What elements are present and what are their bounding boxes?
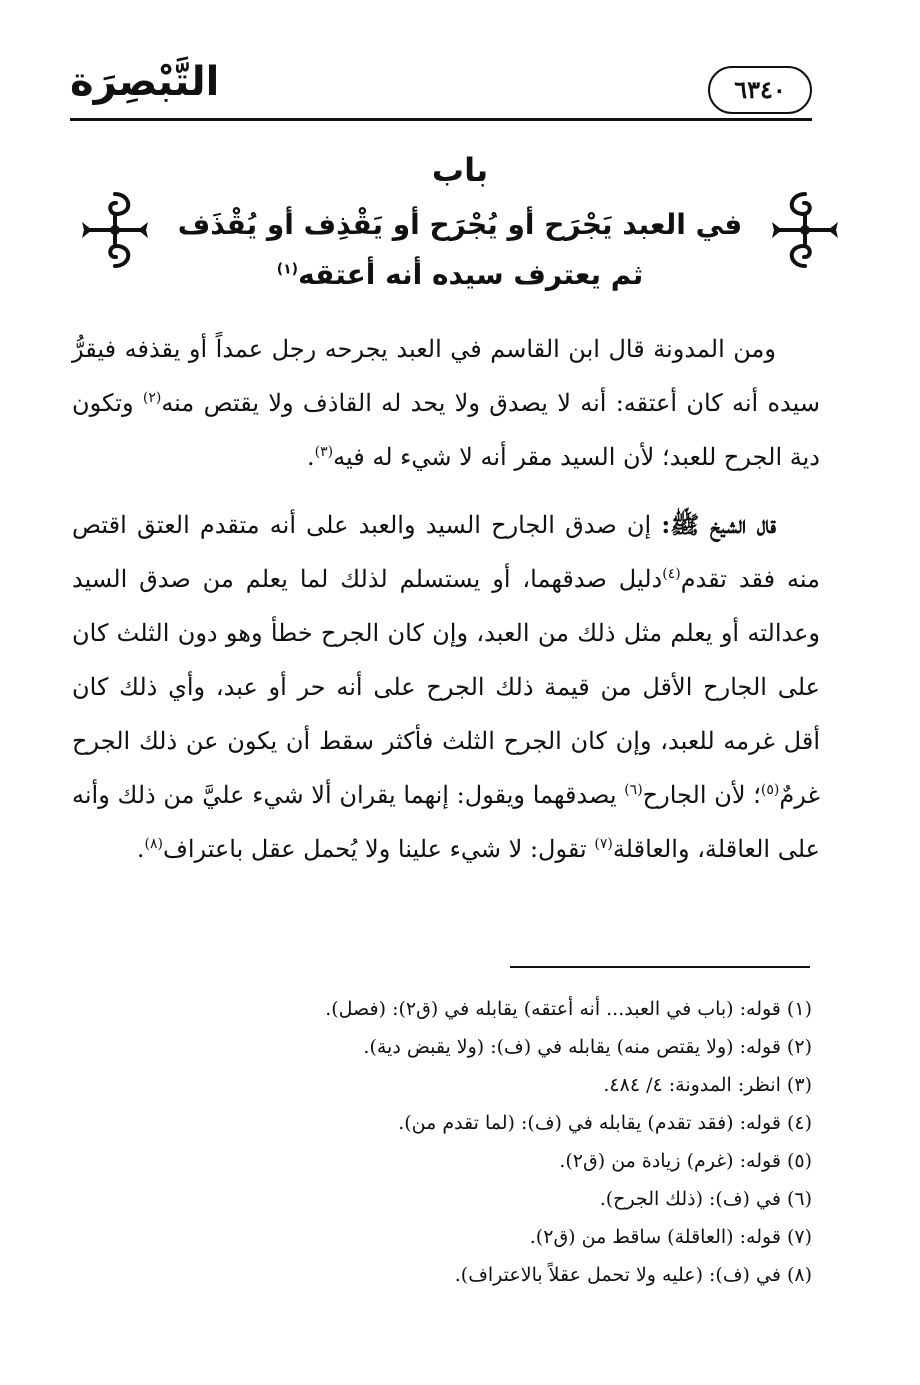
footnote-marker: (٧) [594,836,613,852]
footnote-marker: (٥) [760,782,780,798]
footnote-marker: (٢) [142,390,162,406]
speaker-label: قال الشيخ ﷺ: [661,510,777,539]
scroll-ornament-icon [78,186,152,274]
running-header [70,48,812,118]
paragraph-text: وتكون دية الجرح للعبد؛ لأن السيد مقر أنه لا شيء له فيه [72,389,820,471]
footnote-item: (٤) قوله: (فقد تقدم) يقابله في (ف): (لما تقدم من). [398,1112,812,1134]
paragraph-text: إن صدق الجارح السيد والعبد على أنه متقدم العتق اقتص منه فقد تقدم [72,511,820,593]
footnote-item: (٢) قوله: (ولا يقتص منه) يقابله في (ف): (ولا يقبض دية). [363,1036,812,1058]
footnote-item: (٨) في (ف): (عليه ولا تحمل عقلاً بالاعتراف). [454,1264,812,1286]
footnote-item: (١) قوله: (باب في العبد... أنه أعتقه) يقابله في (ق٢): (فصل). [325,998,812,1020]
footnote-marker: (٣) [314,444,334,460]
body-text [72,322,820,890]
paragraph-text: . [136,835,145,863]
footnote-item: (٣) انظر: المدونة: ٤/ ٤٨٤. [603,1074,812,1096]
paragraph-text: . [307,443,315,471]
chapter-title [150,200,770,300]
paragraph-text: دليل صدقهما، أو يستسلم لذلك لما يعلم من صدق السيد وعدالته أو يعلم مثل ذلك من العبد، وإن كان الجرح خطأ وهو دون الثلث كان على الجارح الأقل من قيمة ذلك الجرح على أنه حر أو عبد، وأي ذلك كان أقل غرمه للعبد، وإن كان الجرح الثلث فأكثر سقط أن يكون عن ذلك الجرح غرمٌ [72,565,820,809]
paragraph [72,498,820,876]
chapter-title-line: في العبد يَجْرَح أو يُجْرَح أو يَقْذِف أو يُقْذَف [177,208,743,241]
paragraph-text: ؛ لأن الجارح [642,781,761,809]
page-number: ٦٣٤٠ [708,66,812,114]
book-title: التَّبْصِرَة [70,59,220,105]
footnotes [72,990,812,1294]
footnote-marker: (١) [276,261,299,278]
chapter-title-line [150,250,770,300]
paragraph [72,322,820,484]
footnote-separator [510,966,810,968]
paragraph-text: تقول: لا شيء علينا ولا يُحمل عقل باعتراف [162,835,595,863]
chapter-title-text: ثم يعترف سيده أنه أعتقه [298,258,644,291]
chapter-label: باب [431,151,489,189]
footnote-marker: (٤) [662,566,681,582]
paragraph-text: يصدقهما ويقول: إنهما يقران ألا شيء عليَّ من ذلك وأنه على العاقلة، والعاقلة [72,781,820,863]
footnote-item: (٧) قوله: (العاقلة) ساقط من (ق٢). [529,1226,812,1248]
footnote-marker: (٦) [624,782,643,798]
footnote-marker: (٨) [144,836,163,852]
scroll-ornament-icon [768,186,842,274]
footnote-item: (٦) في (ف): (ذلك الجرح). [599,1188,812,1210]
footnote-item: (٥) قوله: (غرم) زيادة من (ق٢). [559,1150,812,1172]
header-rule [70,118,812,121]
paragraph-text: ومن المدونة قال ابن القاسم في العبد يجرحه رجل عمداً أو يقذفه فيقرُّ سيده أنه كان أعتقه: أنه لا يصدق ولا يحد له القاذف ولا يقتص منه [72,335,820,417]
